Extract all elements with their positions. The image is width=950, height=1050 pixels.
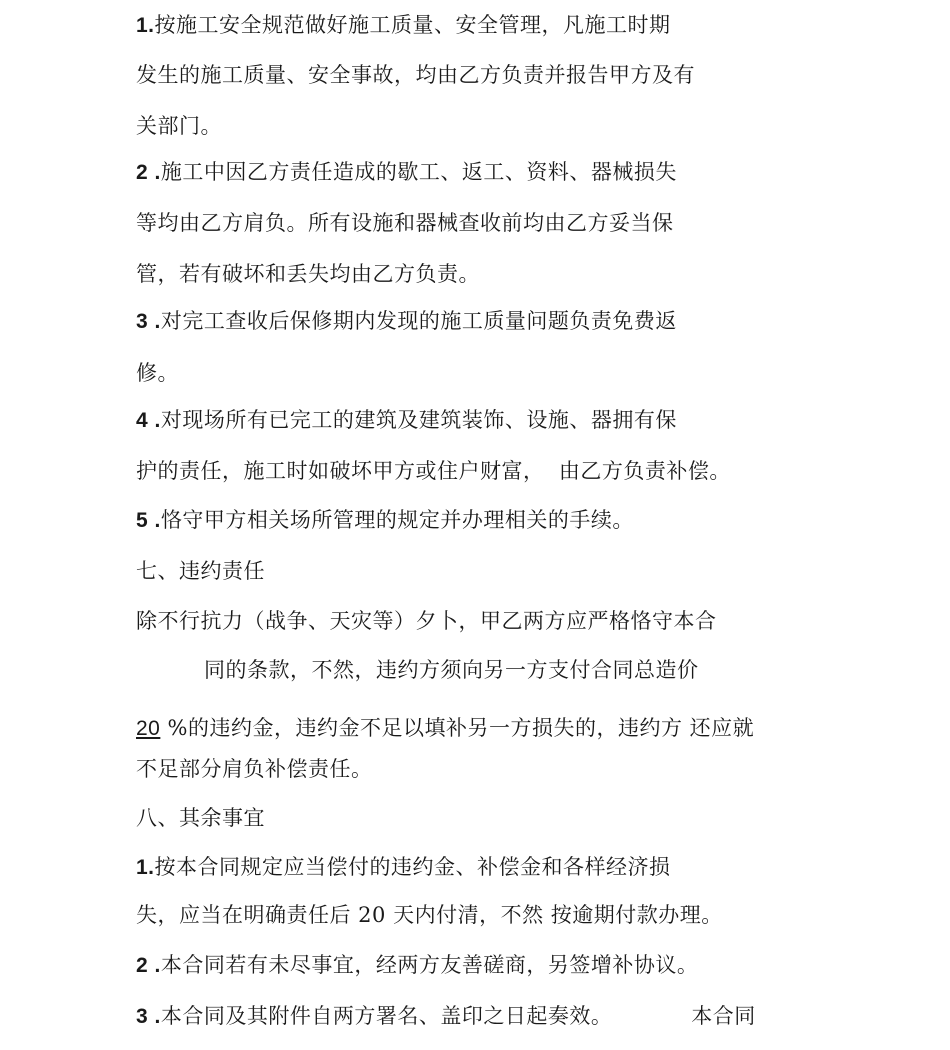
line-text: 管，若有破坏和丢失均由乙方负责。 — [136, 262, 480, 286]
clause-8-2-line-1 — [136, 951, 698, 980]
line-text: 对现场所有已完工的建筑及建筑装饰、设施、器拥有保 — [160, 408, 677, 432]
item-number: 3 . — [136, 1005, 161, 1028]
clause-6-2-line-1 — [136, 158, 677, 187]
line-text: 等均由乙方肩负。所有设施和器械查收前均由乙方妥当保 — [136, 211, 674, 235]
section-7-line-1 — [136, 607, 717, 635]
clause-6-1-line-2 — [136, 61, 695, 89]
line-text: 施工中因乙方责任造成的歇工、返工、资料、器械损失 — [160, 160, 677, 184]
section-7-line-3 — [136, 714, 754, 743]
clause-6-2-line-2 — [136, 209, 674, 237]
line-text: 失，应当在明确责任后 20 天内付清，不然 按逾期付款办理。 — [136, 903, 723, 927]
line-text: 发生的施工质量、安全事故，均由乙方负责并报告甲方及有 — [136, 63, 695, 87]
section-7-line-2 — [204, 656, 699, 684]
section-heading: 八、其余事宜 — [136, 806, 265, 830]
line-text: 恪守甲方相关场所管理的规定并办理相关的手续。 — [160, 508, 634, 532]
clause-8-1-line-2 — [136, 901, 723, 929]
clause-8-3-line-1 — [136, 1002, 756, 1031]
penalty-percent-value: 20 — [136, 717, 161, 740]
section-7-line-4 — [136, 755, 373, 783]
line-text: 除不行抗力（战争、天灾等）夕卜，甲乙两方应严格恪守本合 — [136, 609, 717, 633]
clause-6-5-line-1 — [136, 506, 634, 535]
line-text: 修。 — [136, 361, 179, 385]
clause-8-1-line-1 — [136, 853, 671, 882]
clause-6-1-line-3 — [136, 112, 222, 140]
item-number: 3 . — [136, 310, 161, 333]
clause-6-4-line-1 — [136, 406, 677, 435]
item-number: 5 . — [136, 509, 161, 532]
item-number: 4 . — [136, 409, 161, 432]
line-text: 按施工安全规范做好施工质量、安全管理，凡施工时期 — [154, 13, 671, 37]
line-text: 不足部分肩负补偿责任。 — [136, 757, 373, 781]
clause-6-4-line-2 — [136, 457, 731, 485]
clause-6-2-line-3 — [136, 260, 480, 288]
line-text: %的违约金，违约金不足以填补另一方损失的，违约方 还应就 — [160, 716, 755, 740]
line-text: 护的责任，施工时如破坏甲方或住户财富， 由乙方负责补偿。 — [136, 459, 731, 483]
clause-6-1-line-1 — [136, 11, 671, 40]
item-number: 2 . — [136, 161, 161, 184]
item-number: 1. — [136, 856, 155, 879]
line-text: 同的条款，不然，违约方须向另一方支付合同总造价 — [204, 658, 699, 682]
clause-6-3-line-2 — [136, 359, 179, 387]
line-text: 关部门。 — [136, 114, 222, 138]
section-heading: 七、违约责任 — [136, 559, 265, 583]
item-number: 2 . — [136, 954, 161, 977]
item-number: 1. — [136, 14, 155, 37]
section-8-heading — [136, 804, 265, 832]
line-text: 本合同若有未尽事宜，经两方友善磋商，另签增补协议。 — [160, 953, 699, 977]
line-text: 对完工查收后保修期内发现的施工质量问题负责免费返 — [160, 309, 677, 333]
line-text: 本合同及其附件自两方署名、盖印之日起奏效。 本合同 — [160, 1004, 756, 1028]
line-text: 按本合同规定应当偿付的违约金、补偿金和各样经济损 — [154, 855, 671, 879]
section-7-heading — [136, 557, 265, 585]
clause-6-3-line-1 — [136, 307, 677, 336]
